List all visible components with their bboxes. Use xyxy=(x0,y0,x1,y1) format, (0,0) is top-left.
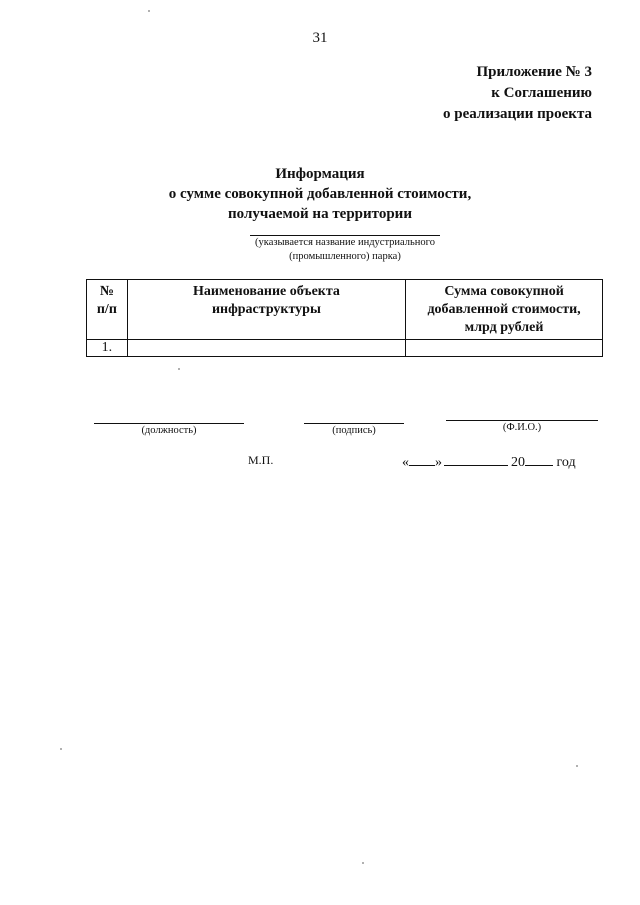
header-object-line-1: Наименование объекта xyxy=(192,284,340,299)
appendix-header xyxy=(372,62,592,125)
signature-blank-line xyxy=(304,423,404,424)
appendix-line-3: о реализации проекта xyxy=(443,106,592,122)
full-name-label: (Ф.И.О.) xyxy=(502,422,542,433)
signature-label: (подпись) xyxy=(332,425,376,436)
table-header-row xyxy=(87,280,603,340)
date-line xyxy=(402,453,576,471)
scan-speck xyxy=(576,765,578,767)
scan-speck xyxy=(178,368,180,370)
year-suffix: год xyxy=(556,455,576,470)
stamp-place: М.П. xyxy=(248,453,274,467)
appendix-line-1: Приложение № 3 xyxy=(476,64,592,80)
year-prefix: 20 xyxy=(511,455,525,470)
scan-speck xyxy=(60,748,62,750)
appendix-line-2: к Соглашению xyxy=(491,85,592,101)
year-blank xyxy=(525,453,553,466)
date-close-quote: » xyxy=(435,455,442,470)
header-number-line-1: № xyxy=(99,284,114,299)
title-line-2: о сумме совокупной добавленной стоимости, xyxy=(168,186,472,202)
scan-speck xyxy=(362,862,364,864)
row-number-cell: 1. xyxy=(87,340,128,357)
header-sum-line-1: Сумма совокупной xyxy=(444,284,564,299)
title-line-3: получаемой на территории xyxy=(228,206,412,222)
row-sum-cell[interactable] xyxy=(406,340,603,357)
header-object-line-2: инфраструктуры xyxy=(211,302,321,317)
row-object-name-cell[interactable] xyxy=(127,340,405,357)
park-note-line-2-text: промышленного) парка) xyxy=(292,251,401,262)
header-number xyxy=(87,280,128,340)
scan-speck xyxy=(148,10,150,12)
header-sum-line-3: млрд рублей xyxy=(464,320,544,335)
position-label: (должность) xyxy=(141,425,197,436)
park-note-line-2: (промышленного) парка) xyxy=(289,251,401,262)
full-name-blank-line xyxy=(446,420,598,421)
day-blank xyxy=(409,453,435,466)
position-blank-line xyxy=(94,423,244,424)
table-row xyxy=(87,340,603,357)
document-title xyxy=(0,164,640,224)
park-name-note xyxy=(0,236,640,264)
header-object-name xyxy=(127,280,405,340)
title-line-1: Информация xyxy=(275,166,365,182)
header-sum xyxy=(406,280,603,340)
header-number-line-2: п/п xyxy=(96,302,117,317)
page-number: 31 xyxy=(312,30,328,46)
header-sum-line-2: добавленной стоимости, xyxy=(427,302,581,317)
month-blank xyxy=(444,453,508,466)
infrastructure-table xyxy=(86,279,603,357)
date-open-quote: « xyxy=(402,455,409,470)
park-note-line-1: (указывается название индустриального xyxy=(255,237,435,248)
